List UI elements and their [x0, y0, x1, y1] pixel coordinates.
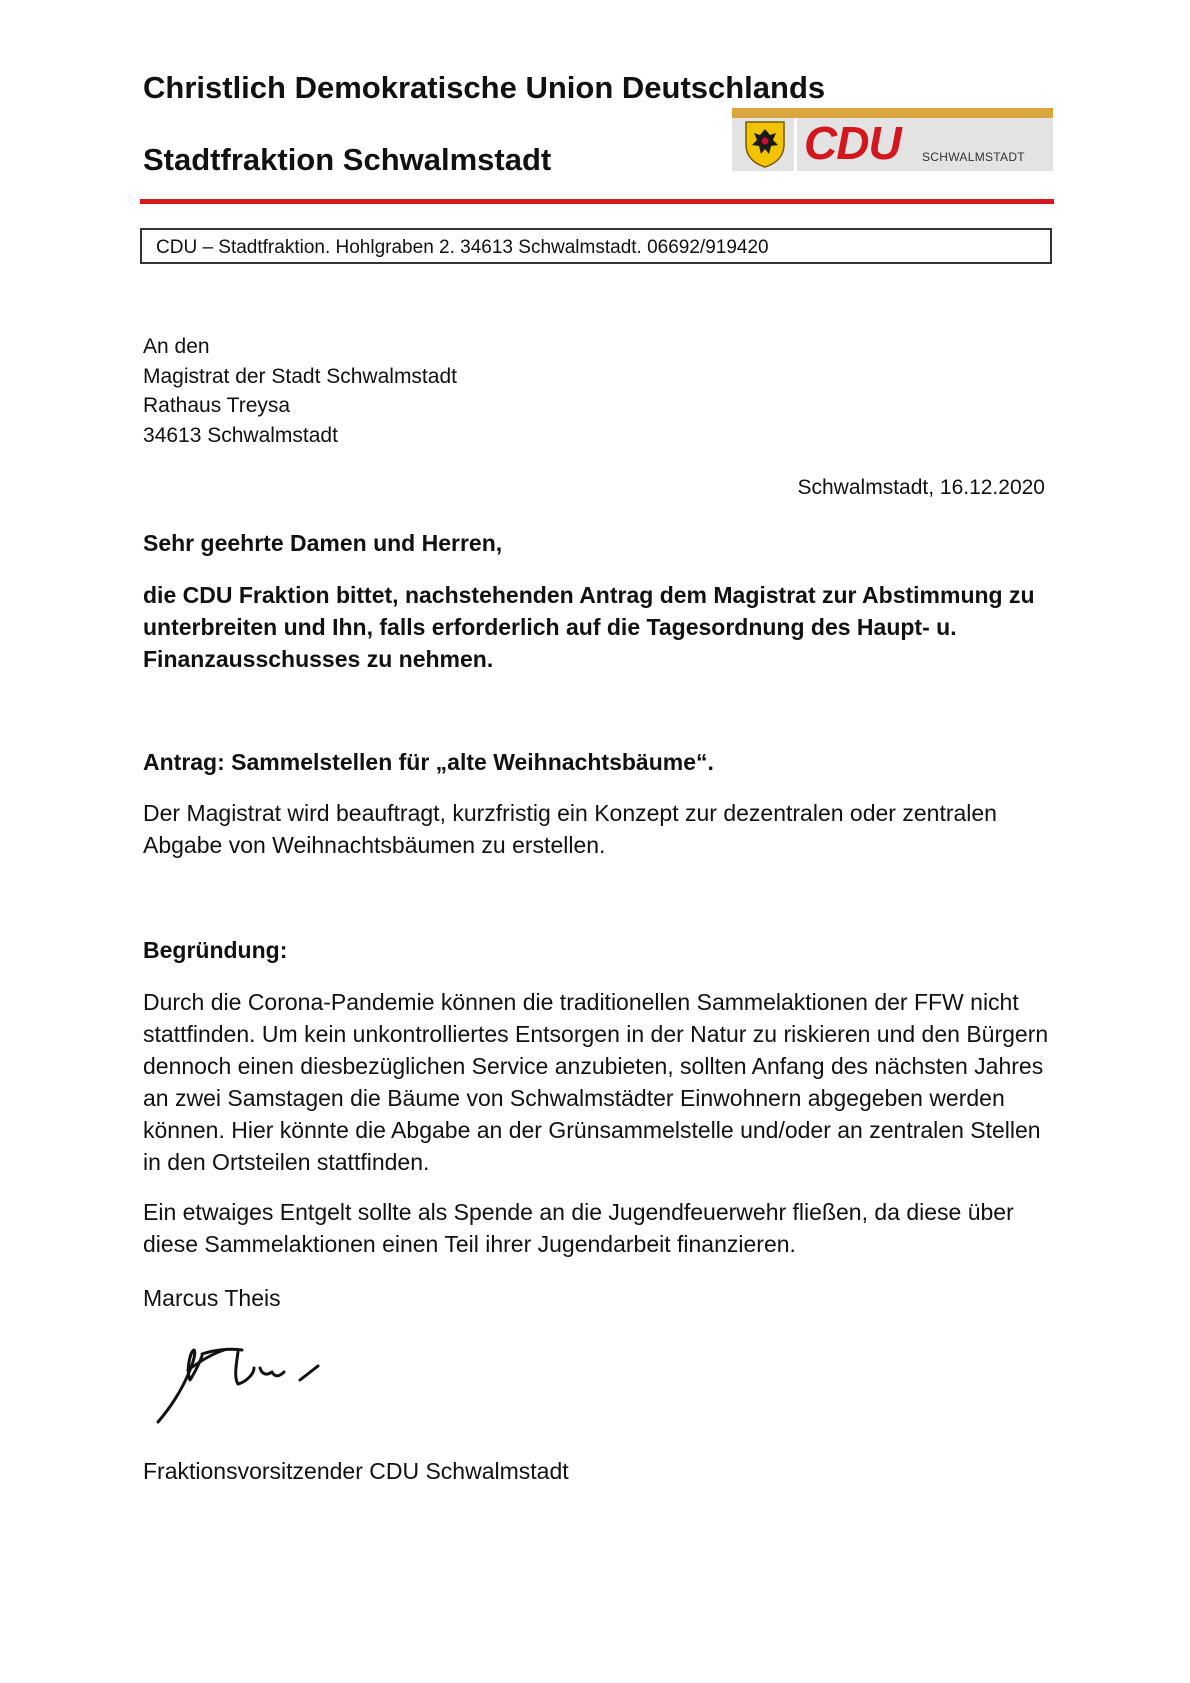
recipient-address: [143, 332, 457, 450]
sender-address: CDU – Stadtfraktion. Hohlgraben 2. 34613 Schwalmstadt. 06692/919420: [156, 237, 769, 258]
intro-paragraph: die CDU Fraktion bittet, nachstehenden Antrag dem Magistrat zur Abstimmung zu unterbreiten und Ihn, falls erforderlich auf die Tagesordnung des Haupt- u. Finanzausschusses zu nehmen.: [143, 582, 1035, 672]
recipient-line: An den: [143, 335, 210, 358]
justification-paragraph: Durch die Corona-Pandemie können die traditionellen Sammelaktionen der FFW nicht stattfinden. Um kein unkontrolliertes Entsorgen in der Natur zu riskieren und den Bürgern dennoch einen diesbezüglichen Service anzubieten, sollten Anfang des nächsten Jahres an zwei Samstagen die Bäume von Schwalmstädter Einwohnern abgegeben werden können. Hier könnte die Abgabe an der Grünsammelstelle und/oder an zentralen Stellen in den Ortsteilen stattfinden.: [143, 989, 1049, 1175]
salutation: Sehr geehrte Damen und Herren,: [143, 530, 503, 556]
signer-name: Marcus Theis: [143, 1285, 281, 1311]
faction-heading: Stadtfraktion Schwalmstadt: [143, 142, 552, 177]
logo-subtext: SCHWALMSTADT: [922, 150, 1025, 164]
recipient-line: Rathaus Treysa: [143, 394, 291, 417]
cdu-logo: [732, 108, 1053, 171]
recipient-line: 34613 Schwalmstadt: [143, 423, 338, 447]
logo-text: CDU: [804, 117, 901, 169]
justification-title: Begründung:: [143, 937, 288, 963]
signer-role: Fraktionsvorsitzender CDU Schwalmstadt: [143, 1458, 569, 1484]
logo-divider: [794, 118, 797, 171]
header-divider: [140, 199, 1054, 204]
motion-text: Der Magistrat wird beauftragt, kurzfristig ein Konzept zur dezentralen oder zentralen Abgabe von Weihnachtsbäumen zu erstellen.: [143, 800, 997, 858]
coat-of-arms-icon: [742, 119, 788, 169]
justification-paragraph: Ein etwaiges Entgelt sollte als Spende an die Jugendfeuerwehr fließen, da diese über diese Sammelaktionen einen Teil ihrer Jugendarbeit finanzieren.: [143, 1199, 1014, 1257]
recipient-line: Magistrat der Stadt Schwalmstadt: [143, 364, 457, 388]
party-name-heading: Christlich Demokratische Union Deutschlands: [143, 70, 826, 105]
sender-address-box: [140, 228, 1052, 264]
letter-date: Schwalmstadt, 16.12.2020: [797, 476, 1045, 499]
handwritten-signature: [150, 1330, 370, 1430]
motion-title: Antrag: Sammelstellen für „alte Weihnachtsbäume“.: [143, 749, 714, 775]
